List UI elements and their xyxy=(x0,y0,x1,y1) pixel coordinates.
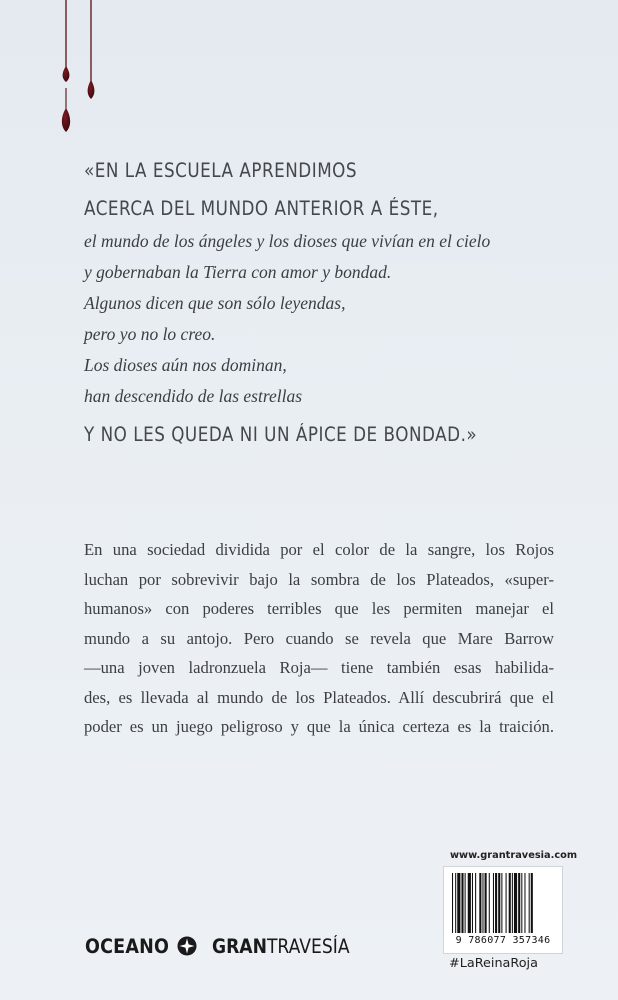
back-cover-quote xyxy=(84,158,564,448)
grantravesia-logo xyxy=(212,935,350,958)
publisher-logos xyxy=(85,931,369,961)
isbn-number: 9 786077 357346 xyxy=(455,935,551,946)
publisher-website: www.grantravesia.com xyxy=(450,850,578,861)
synopsis-line: poder es un juego peligroso y que la única certeza es la traición. xyxy=(84,717,554,736)
synopsis-line: des, es llevada al mundo de los Plateados. Allí descubrirá que el xyxy=(84,687,554,707)
quote-italic-line: han descendido de las estrellas xyxy=(84,386,303,406)
quote-italic-line: y gobernaban la Tierra con amor y bondad. xyxy=(84,262,392,282)
synopsis xyxy=(84,535,554,742)
quote-italic-line: Algunos dicen que son sólo leyendas, xyxy=(84,293,346,313)
synopsis-line: mundo a su antojo. Pero cuando se revela que Mare Barrow xyxy=(84,628,554,648)
grantravesia-logo-travesia: TRAVESÍA xyxy=(267,934,350,958)
quote-caps-line-2: ACERCA DEL MUNDO ANTERIOR A ÉSTE, xyxy=(84,197,439,220)
hashtag: #LaReinaRoja xyxy=(449,956,538,971)
grantravesia-logo-gran: GRAN xyxy=(212,934,268,958)
synopsis-line: En una sociedad dividida por el color de la sangre, los Rojos xyxy=(84,540,554,559)
isbn-barcode xyxy=(443,866,563,954)
quote-caps-line-3: Y NO LES QUEDA NI UN ÁPICE DE BONDAD.» xyxy=(84,423,478,446)
compass-star-icon xyxy=(176,935,198,957)
synopsis-line: humanos» con poderes terribles que les permiten manejar el xyxy=(84,599,554,618)
synopsis-line: —una joven ladronzuela Roja— tiene también esas habilida- xyxy=(84,658,554,677)
quote-italic-line: pero yo no lo creo. xyxy=(84,324,216,344)
synopsis-line: luchan por sobrevivir bajo la sombra de los Plateados, «super- xyxy=(84,569,554,589)
quote-italic-line: el mundo de los ángeles y los dioses que vivían en el cielo xyxy=(84,231,491,251)
quote-caps-line-1: «EN LA ESCUELA APRENDIMOS xyxy=(84,159,358,182)
oceano-logo: OCEANO xyxy=(85,934,170,958)
blood-drips-decoration xyxy=(0,0,140,150)
quote-italic-line: Los dioses aún nos dominan, xyxy=(84,355,287,375)
barcode-bars xyxy=(450,873,556,935)
